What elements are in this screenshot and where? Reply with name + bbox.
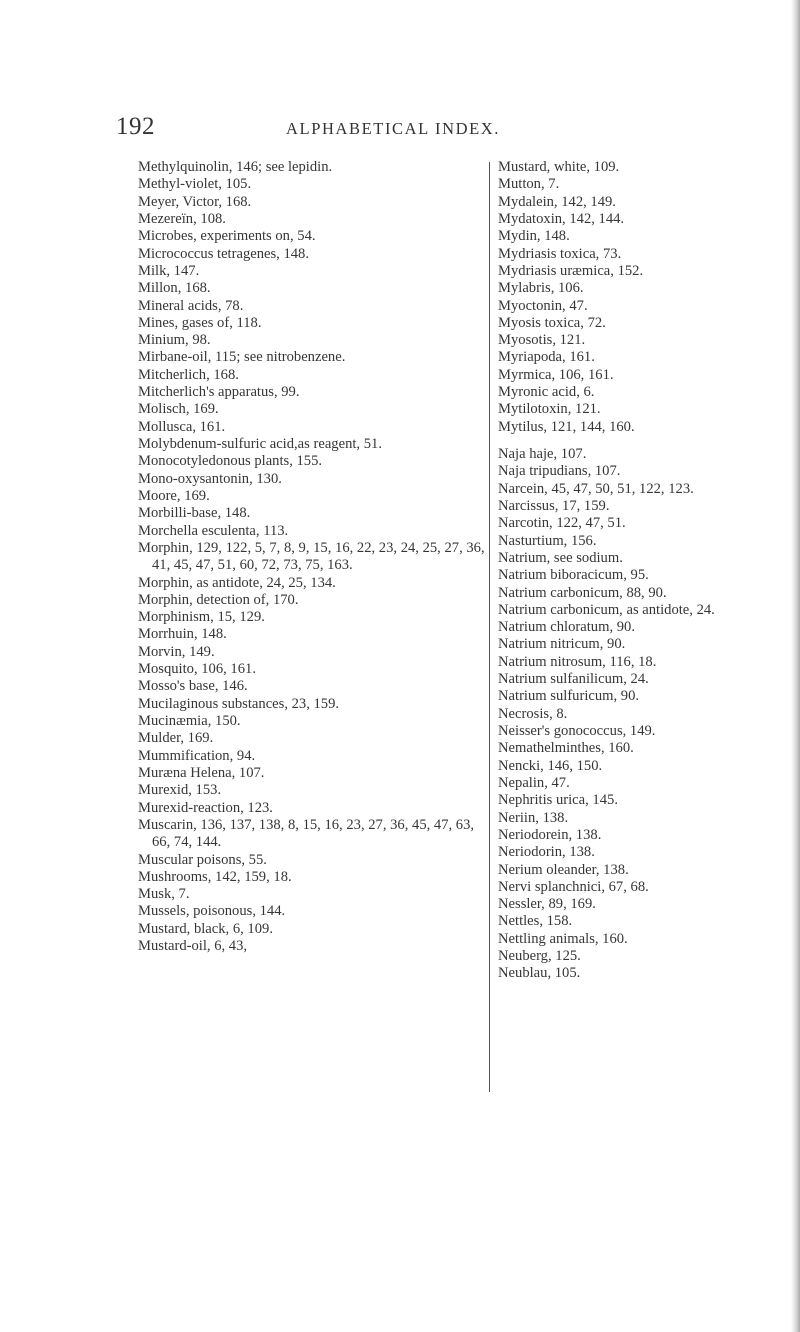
- letter-section-gap: [498, 436, 800, 446]
- index-entry: Morphin, detection of, 170.: [138, 591, 299, 608]
- index-entry: Mitcherlich, 168.: [138, 366, 239, 383]
- index-entry: Monocotyledonous plants, 155.: [138, 453, 323, 470]
- index-entry: Nencki, 146, 150.: [498, 757, 603, 774]
- index-entry: Mydriasis toxica, 73.: [498, 245, 622, 262]
- index-entry: Narcein, 45, 47, 50, 51, 122, 123.: [498, 480, 694, 497]
- index-entry: Mydalein, 142, 149.: [498, 193, 616, 210]
- index-entry: Mydatoxin, 142, 144.: [498, 210, 625, 227]
- index-entry: Murexid, 153.: [138, 782, 222, 799]
- index-entry: Neublau, 105.: [498, 965, 581, 982]
- index-entry: Morphin, as antidote, 24, 25, 134.: [138, 574, 336, 591]
- index-entry: Milk, 147.: [138, 262, 200, 279]
- index-entry: Natrium nitrosum, 116, 18.: [498, 653, 657, 670]
- index-entry: Natrium biboracicum, 95.: [498, 567, 649, 584]
- index-entry: Morphin, 129, 122, 5, 7, 8, 9, 15, 16, 22, 23, 24, 25, 27, 36, 41, 45, 47, 51, 60, 72, 73, 75, 163.: [138, 539, 485, 574]
- index-entry: Meyer, Victor, 168.: [138, 193, 252, 210]
- index-column-right: [498, 159, 800, 983]
- index-entry: Natrium chloratum, 90.: [498, 619, 635, 636]
- index-entry: Myriapoda, 161.: [498, 349, 595, 366]
- index-entry: Mosquito, 106, 161.: [138, 661, 256, 678]
- index-entry: Mytilus, 121, 144, 160.: [498, 418, 635, 435]
- index-entry: Molybdenum-sulfuric acid,as reagent, 51.: [138, 436, 382, 452]
- index-entry: Neriodorin, 138.: [498, 844, 595, 861]
- index-entry: Methyl-violet, 105.: [138, 176, 252, 193]
- index-entry: Muscarin, 136, 137, 138, 8, 15, 16, 23, 27, 36, 45, 47, 63, 66, 74, 144.: [138, 816, 475, 851]
- index-entry: Mushrooms, 142, 159, 18.: [138, 868, 292, 885]
- index-entry: Myosis toxica, 72.: [498, 314, 606, 331]
- index-entry: Naja haje, 107.: [498, 446, 587, 462]
- index-entry: Minium, 98.: [138, 332, 211, 349]
- index-entry: Myosotis, 121.: [498, 332, 586, 349]
- index-column-left: [138, 159, 490, 955]
- index-entry: Mineral acids, 78.: [138, 297, 244, 314]
- index-entry: Mono-oxysantonin, 130.: [138, 470, 282, 487]
- index-entry: Mines, gases of, 118.: [138, 314, 262, 331]
- index-entry: Millon, 168.: [138, 280, 211, 297]
- index-entry: Necrosis, 8.: [498, 705, 568, 722]
- index-entry: Nettles, 158.: [498, 913, 573, 930]
- index-entry: Natrium carbonicum, as antidote, 24.: [498, 601, 715, 618]
- index-entry: Naja tripudians, 107.: [498, 463, 621, 480]
- index-entry: Natrium sulfanilicum, 24.: [498, 671, 649, 688]
- index-entry: Morphinism, 15, 129.: [138, 609, 265, 626]
- index-entry: Mezereïn, 108.: [138, 210, 226, 227]
- index-entry: Natrium carbonicum, 88, 90.: [498, 584, 667, 601]
- index-entry: Natrium sulfuricum, 90.: [498, 688, 640, 705]
- index-entry: Natrium, see sodium.: [498, 549, 623, 566]
- index-entry: Neriin, 138.: [498, 809, 569, 826]
- index-entry: Nepalin, 47.: [498, 774, 570, 791]
- index-entry: Morbilli-base, 148.: [138, 505, 251, 522]
- index-entry: Morvin, 149.: [138, 643, 215, 660]
- index-entry: Neuberg, 125.: [498, 948, 581, 965]
- index-entry: Mosso's base, 146.: [138, 678, 248, 695]
- index-entry: Neriodorein, 138.: [498, 826, 602, 843]
- index-entry: Mummification, 94.: [138, 747, 256, 764]
- index-entry: Mustard, white, 109.: [498, 159, 620, 175]
- index-entry: Musk, 7.: [138, 886, 190, 903]
- index-entry: Nasturtium, 156.: [498, 532, 597, 549]
- index-entry: Nephritis urica, 145.: [498, 792, 618, 809]
- index-entry: Myronic acid, 6.: [498, 384, 595, 401]
- index-entry: Mitcherlich's apparatus, 99.: [138, 384, 300, 401]
- index-entry: Nessler, 89, 169.: [498, 896, 596, 913]
- index-entry: Narcissus, 17, 159.: [498, 497, 610, 514]
- index-entry: Mutton, 7.: [498, 176, 560, 193]
- index-entry: Murexid-reaction, 123.: [138, 799, 273, 816]
- index-entry: Neisser's gonococcus, 149.: [498, 723, 656, 739]
- index-entry: Mytilotoxin, 121.: [498, 401, 601, 418]
- index-entry: Methylquinolin, 146; see lepidin.: [138, 159, 333, 175]
- index-entry: Nervi splanchnici, 67, 68.: [498, 878, 649, 895]
- page-edge-shadow: [791, 0, 800, 1332]
- index-entry: Muræna Helena, 107.: [138, 764, 265, 781]
- index-entry: Myrmica, 106, 161.: [498, 366, 614, 383]
- index-entry: Natrium nitricum, 90.: [498, 636, 626, 653]
- index-entry: Molisch, 169.: [138, 401, 219, 418]
- page-number: 192: [116, 113, 155, 140]
- index-entry: Mydin, 148.: [498, 228, 570, 245]
- index-entry: Mucilaginous substances, 23, 159.: [138, 695, 340, 712]
- index-entry: Nerium oleander, 138.: [498, 861, 629, 878]
- index-entry: Mussels, poisonous, 144.: [138, 903, 286, 920]
- index-entry: Micrococcus tetragenes, 148.: [138, 245, 310, 262]
- index-entry: Mulder, 169.: [138, 730, 214, 747]
- index-entry: Microbes, experiments on, 54.: [138, 228, 316, 245]
- index-entry: Mustard, black, 6, 109.: [138, 920, 273, 937]
- index-entry: Morchella esculenta, 113.: [138, 522, 289, 539]
- index-entry: Moore, 169.: [138, 487, 210, 504]
- index-entry: Mirbane-oil, 115; see nitrobenzene.: [138, 349, 346, 366]
- index-entry: Nemathelminthes, 160.: [498, 740, 634, 757]
- index-entry: Muscular poisons, 55.: [138, 851, 267, 868]
- index-entry: Mylabris, 106.: [498, 280, 584, 297]
- running-header-title: ALPHABETICAL INDEX.: [286, 119, 501, 138]
- index-entry: Mustard-oil, 6, 43,: [138, 938, 248, 955]
- index-entry: Mucinæmia, 150.: [138, 713, 241, 729]
- index-entry: Nettling animals, 160.: [498, 930, 628, 947]
- index-entry: Narcotin, 122, 47, 51.: [498, 515, 626, 532]
- index-entry: Morrhuin, 148.: [138, 626, 227, 643]
- index-entry: Myoctonin, 47.: [498, 297, 588, 314]
- column-divider: [489, 162, 490, 1092]
- index-entry: Mydriasis uræmica, 152.: [498, 262, 644, 279]
- index-entry: Mollusca, 161.: [138, 418, 226, 435]
